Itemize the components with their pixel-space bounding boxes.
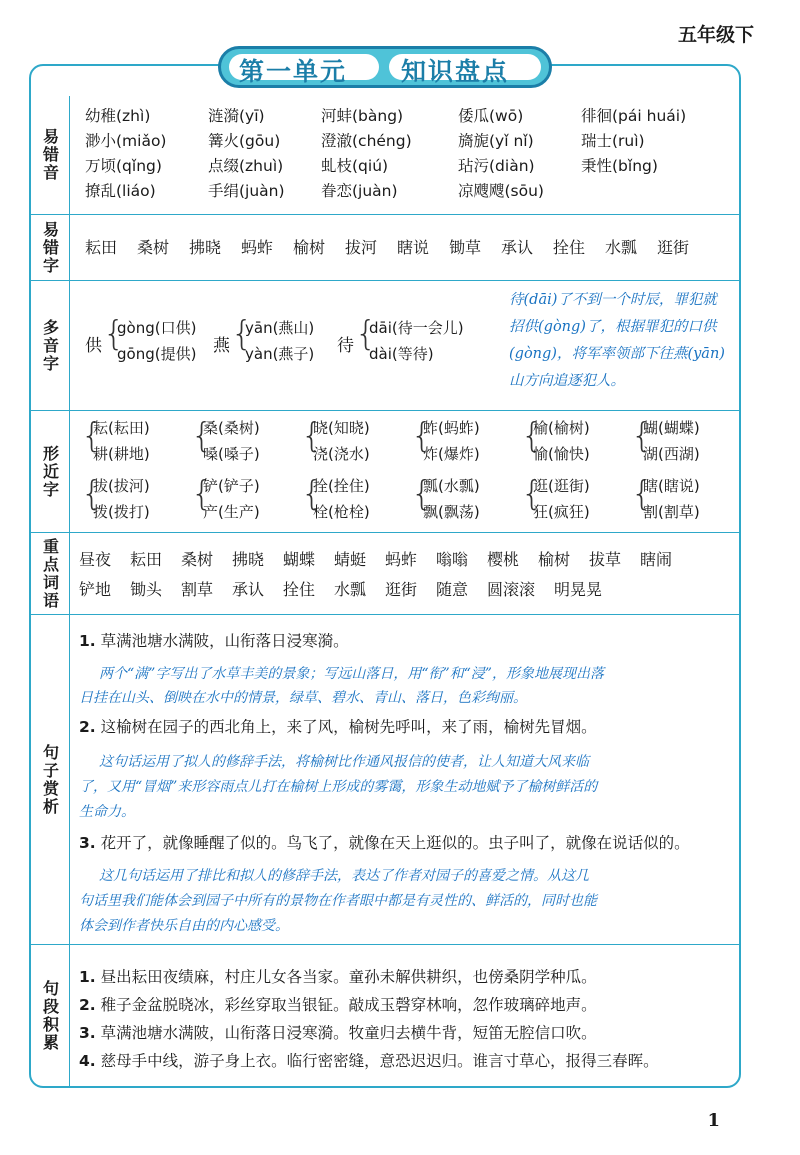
- unit-title: 第一单元: [239, 57, 348, 86]
- pinyin-item: 手绢(juàn): [208, 182, 285, 200]
- pinyin-item: 篝火(gōu): [208, 132, 281, 150]
- brace: {: [191, 474, 213, 514]
- accumulation-item: 3. 草满池塘水满陂，山衔落日浸寒漪。牧童归去横牛背，短笛无腔信口吹。: [79, 1024, 597, 1042]
- pinyin-item: 涟漪(yī): [208, 107, 265, 125]
- accumulation-item: 4. 慈母手中线，游子身上衣。临行密密缝，意恐迟迟归。谁言寸草心，报得三春晖。: [79, 1052, 659, 1070]
- polyphone-reading: gòng(口供): [117, 319, 197, 337]
- similar-char-item: 嗓(嗓子): [203, 445, 260, 463]
- key-word: 樱桃: [487, 550, 520, 569]
- item-number: 2.: [79, 718, 96, 736]
- pinyin-item: 徘徊(pái huái): [581, 107, 687, 125]
- section-polyphone: [31, 280, 739, 411]
- similar-char-item: 拨(拨打): [93, 503, 150, 521]
- unit-title-banner: [218, 46, 552, 88]
- similar-char-item: 瓢(水瓢): [423, 477, 480, 495]
- similar-char-item: 铲(铲子): [203, 477, 260, 495]
- analysis-line: 这几句话运用了排比和拟人的修辞手法，表达了作者对园子的喜爱之情。从这几: [99, 868, 589, 884]
- word-item: 榆树: [293, 238, 326, 257]
- polyphone-reading: dài(等待): [369, 345, 434, 363]
- grade-label: 五年级下: [677, 24, 754, 46]
- pinyin-item: 瑞士(ruì): [581, 132, 645, 150]
- section-sentence-appreciation: [31, 614, 739, 945]
- brace: {: [103, 314, 125, 354]
- pinyin-item: 澄澈(chéng): [321, 132, 412, 150]
- pinyin-item: 点缀(zhuì): [208, 157, 284, 175]
- brace: {: [301, 474, 323, 514]
- section-label: 句子赏析: [40, 744, 60, 816]
- analysis-line: 日挂在山头、倒映在水中的情景，绿草、碧水、青山、落日，色彩绚丽。: [79, 690, 527, 706]
- similar-char-item: 飘(飘荡): [423, 503, 480, 521]
- key-word: 拂晓: [232, 550, 265, 569]
- similar-char-item: 桑(桑树): [203, 419, 260, 437]
- unit-subtitle: 知识盘点: [401, 57, 510, 86]
- key-word: 圆滚滚: [487, 580, 536, 599]
- key-word: 承认: [232, 580, 265, 599]
- key-word: 蝴蝶: [283, 550, 316, 569]
- section-label: 句段积累: [40, 980, 60, 1052]
- word-item: 逛街: [657, 238, 690, 257]
- key-word: 蚂蚱: [385, 550, 418, 569]
- similar-char-item: 蚱(蚂蚱): [423, 419, 480, 437]
- pinyin-item: 撩乱(liáo): [85, 182, 156, 200]
- pinyin-item: 眷恋(juàn): [321, 182, 398, 200]
- brace: {: [81, 416, 103, 456]
- word-item: 承认: [501, 238, 534, 257]
- pinyin-item: 虬枝(qiú): [321, 157, 389, 175]
- key-word: 桑树: [181, 550, 214, 569]
- word-item: 桑树: [137, 238, 170, 257]
- similar-char-item: 栓(枪栓): [313, 503, 370, 521]
- pinyin-item: 玷污(diàn): [458, 157, 535, 175]
- polyphone-char: 燕: [213, 336, 230, 356]
- polyphone-reading: dāi(待一会儿): [369, 319, 464, 337]
- brace: {: [301, 416, 323, 456]
- brace: {: [355, 314, 377, 354]
- section-chars: [31, 214, 739, 281]
- section-label: 易错音: [40, 128, 60, 182]
- section-key-words: [31, 532, 739, 615]
- section-label: 多音字: [40, 319, 60, 373]
- accumulation-item: 1. 昼出耘田夜绩麻，村庄儿女各当家。童孙未解供耕织，也傍桑阴学种瓜。: [79, 968, 597, 986]
- key-word: 耘田: [130, 550, 163, 569]
- polyphone-reading: gōng(提供): [117, 345, 197, 363]
- similar-char-item: 耘(耘田): [93, 419, 150, 437]
- section-similar-chars: [31, 410, 739, 533]
- section-label: 形近字: [40, 445, 60, 499]
- brace: {: [411, 416, 433, 456]
- similar-char-item: 狂(疯狂): [533, 503, 590, 521]
- brace: {: [81, 474, 103, 514]
- analysis-line: 体会到作者快乐自由的内心感受。: [79, 918, 289, 934]
- word-item: 蚂蚱: [241, 238, 274, 257]
- analysis-line: 两个“满”字写出了水草丰美的景象；写远山落日，用“衔”和“浸”，形象地展现出落: [99, 666, 604, 682]
- pinyin-item: 幼稚(zhì): [85, 107, 151, 125]
- similar-char-item: 拴(拴住): [313, 477, 370, 495]
- polyphone-reading: yān(燕山): [245, 319, 315, 337]
- polyphone-char: 供: [85, 336, 102, 356]
- analysis-line: 句话里我们能体会到园子中所有的景物在作者眼中都是有灵性的、鲜活的，同时也能: [79, 893, 597, 909]
- polyphone-char: 待: [337, 336, 354, 356]
- word-item: 耘田: [85, 238, 118, 257]
- pinyin-item: 旖旎(yǐ nǐ): [458, 132, 534, 150]
- similar-char-item: 湖(西湖): [643, 445, 700, 463]
- pinyin-item: 倭瓜(wō): [458, 107, 524, 125]
- item-number: 1.: [79, 632, 96, 650]
- brace: {: [521, 416, 543, 456]
- word-item: 拂晓: [189, 238, 222, 257]
- pinyin-item: 秉性(bǐng): [581, 157, 658, 175]
- key-word: 拔草: [589, 550, 622, 569]
- pinyin-item: 河蚌(bàng): [321, 107, 404, 125]
- key-word: 逛街: [385, 580, 418, 599]
- section-label: 重点词语: [40, 538, 60, 610]
- brace: {: [191, 416, 213, 456]
- accumulation-item: 2. 稚子金盆脱晓冰，彩丝穿取当银钲。敲成玉磬穿林响，忽作玻璃碎地声。: [79, 996, 597, 1014]
- key-word: 随意: [436, 580, 469, 599]
- sentence-text: 草满池塘水满陂，山衔落日浸寒漪。: [100, 632, 349, 650]
- similar-char-item: 耕(耕地): [93, 445, 150, 463]
- similar-char-item: 蝴(蝴蝶): [643, 419, 700, 437]
- similar-char-item: 逛(逛街): [533, 477, 590, 495]
- analysis-line: 这句话运用了拟人的修辞手法，将榆树比作通风报信的使者，让人知道大风来临: [99, 754, 589, 770]
- similar-char-item: 割(割草): [643, 503, 700, 521]
- key-word: 明晃晃: [554, 580, 603, 599]
- brace: {: [631, 474, 653, 514]
- key-word: 水瓢: [334, 580, 367, 599]
- analysis-line: 了，又用“冒烟”来形容雨点儿打在榆树上形成的雾霭，形象生动地赋予了榆树鲜活的: [79, 779, 598, 795]
- pinyin-item: 万顷(qǐng): [85, 157, 162, 175]
- brace: {: [231, 314, 253, 354]
- similar-char-item: 炸(爆炸): [423, 445, 480, 463]
- key-word: 榆树: [538, 550, 571, 569]
- brace: {: [631, 416, 653, 456]
- pinyin-item: 凉飕飕(sōu): [458, 182, 544, 200]
- key-word: 嗡嗡: [436, 550, 469, 569]
- word-item: 拴住: [553, 238, 586, 257]
- key-word: 铲地: [79, 580, 112, 599]
- sentence-text: 花开了，就像睡醒了似的。鸟飞了，就像在天上逛似的。虫子叫了，就像在说话似的。: [100, 834, 690, 852]
- item-number: 3.: [79, 834, 96, 852]
- similar-char-item: 愉(愉快): [533, 445, 590, 463]
- similar-char-item: 榆(榆树): [533, 419, 590, 437]
- similar-char-item: 产(生产): [203, 503, 260, 521]
- similar-char-item: 拔(拔河): [93, 477, 150, 495]
- word-item: 水瓢: [605, 238, 638, 257]
- word-item: 瞎说: [397, 238, 430, 257]
- section-passage-accumulation: [31, 944, 739, 1087]
- key-word: 割草: [181, 580, 214, 599]
- word-item: 锄草: [449, 238, 482, 257]
- key-word: 瞎闹: [640, 550, 673, 569]
- brace: {: [411, 474, 433, 514]
- word-item: 拔河: [345, 238, 378, 257]
- polyphone-reading: yàn(燕子): [245, 345, 315, 363]
- section-label: 易错字: [40, 221, 60, 275]
- key-word: 蜻蜓: [334, 550, 367, 569]
- pinyin-item: 渺小(miǎo): [85, 132, 167, 150]
- similar-char-item: 浇(浇水): [313, 445, 370, 463]
- knowledge-card: [29, 64, 741, 1088]
- sentence-text: 这榆树在园子的西北角上，来了风，榆树先呼叫，来了雨，榆树先冒烟。: [100, 718, 597, 736]
- key-word: 昼夜: [79, 550, 112, 569]
- section-pinyin: [31, 96, 739, 214]
- page-number: 1: [707, 1110, 720, 1131]
- key-word: 拴住: [283, 580, 316, 599]
- similar-char-item: 晓(知晓): [313, 419, 370, 437]
- key-word: 锄头: [130, 580, 163, 599]
- similar-char-item: 瞎(瞎说): [643, 477, 700, 495]
- analysis-line: 生命力。: [79, 804, 135, 820]
- polyphone-note: 待(dāi)了不到一个时辰，罪犯就招供(gòng)了，根据罪犯的口供(gòng)，将军率领部下往燕(yān)山方向追逐犯人。: [509, 292, 725, 389]
- brace: {: [521, 474, 543, 514]
